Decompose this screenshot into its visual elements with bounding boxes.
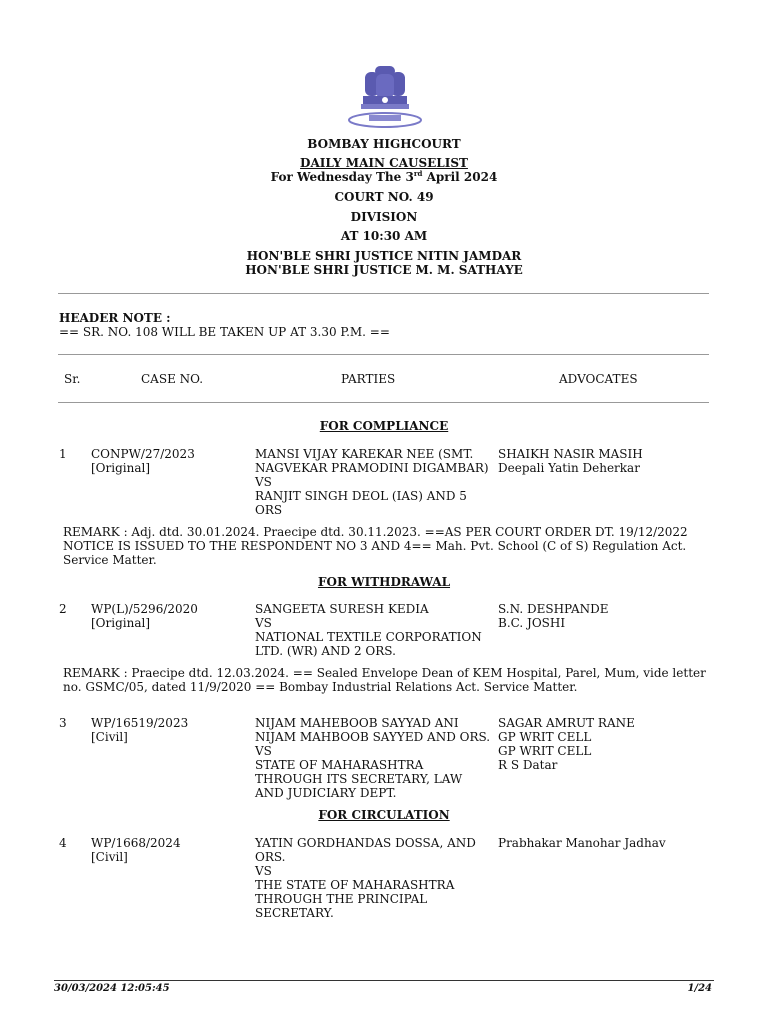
case-sr: 3: [59, 716, 67, 730]
divider: [58, 354, 709, 355]
case-number: WP/16519/2023 [Civil]: [91, 716, 189, 744]
judge-name: HON'BLE SHRI JUSTICE M. M. SATHAYE: [245, 263, 523, 277]
case-parties: SANGEETA SURESH KEDIA VS NATIONAL TEXTILE CORPORATION LTD. (WR) AND 2 ORS.: [255, 602, 482, 658]
case-number: CONPW/27/2023 [Original]: [91, 447, 195, 475]
footer-divider: [54, 980, 714, 981]
case-sr: 1: [59, 447, 67, 461]
section-heading-compliance: FOR COMPLIANCE: [319, 419, 449, 433]
case-advocates: SHAIKH NASIR MASIH Deepali Yatin Deherkar: [498, 447, 643, 475]
case-parties: MANSI VIJAY KAREKAR NEE (SMT. NAGVEKAR PRAMODINI DIGAMBAR) VS RANJIT SINGH DEOL (IAS) AND 5 ORS: [255, 447, 489, 517]
case-remark: REMARK : Praecipe dtd. 12.03.2024. == Sealed Envelope Dean of KEM Hospital, Parel, Mum, vide letter no. GSMC/05, dated 11/9/2020 == Bombay Industrial Relations Act. Service Matter.: [63, 666, 706, 694]
divider: [58, 402, 709, 403]
case-remark: REMARK : Adj. dtd. 30.01.2024. Praecipe dtd. 30.11.2023. ==AS PER COURT ORDER DT. 19/12/2022 NOTICE IS ISSUED TO THE RESPONDENT NO 3 AND 4== Mah. Pvt. School (C of S) Regulation Act. Service Matter.: [63, 525, 688, 567]
court-number: COURT NO. 49: [334, 190, 434, 204]
case-advocates: S.N. DESHPANDE B.C. JOSHI: [498, 602, 609, 630]
page-number: 1/24: [687, 983, 712, 994]
case-parties: NIJAM MAHEBOOB SAYYAD ANI NIJAM MAHBOOB SAYYED AND ORS. VS STATE OF MAHARASHTRA THROUGH ITS SECRETARY, LAW AND JUDICIARY DEPT.: [255, 716, 491, 800]
court-name: BOMBAY HIGHCOURT: [307, 137, 461, 151]
divider: [58, 293, 709, 294]
case-number: WP(L)/5296/2020 [Original]: [91, 602, 198, 630]
case-advocates: SAGAR AMRUT RANE GP WRIT CELL GP WRIT CELL R S Datar: [498, 716, 635, 772]
header-note-label: HEADER NOTE :: [59, 311, 171, 325]
bench-type: DIVISION: [350, 210, 418, 224]
case-number: WP/1668/2024 [Civil]: [91, 836, 181, 864]
case-parties: YATIN GORDHANDAS DOSSA, AND ORS. VS THE STATE OF MAHARASHTRA THROUGH THE PRINCIPAL SECRETARY.: [255, 836, 476, 920]
judge-name: HON'BLE SHRI JUSTICE NITIN JAMDAR: [246, 249, 522, 263]
column-header-parties: PARTIES: [341, 372, 396, 386]
column-header-case: CASE NO.: [141, 372, 204, 386]
section-heading-withdrawal: FOR WITHDRAWAL: [317, 575, 451, 589]
list-title: DAILY MAIN CAUSELIST: [300, 156, 468, 170]
national-emblem-icon: [345, 60, 425, 130]
footer-timestamp: 30/03/2024 12:05:45: [54, 983, 170, 994]
case-sr: 2: [59, 602, 67, 616]
case-advocates: Prabhakar Manohar Jadhav: [498, 836, 666, 850]
header-note-text: == SR. NO. 108 WILL BE TAKEN UP AT 3.30 P.M. ==: [59, 325, 390, 339]
case-sr: 4: [59, 836, 67, 850]
column-header-advocates: ADVOCATES: [559, 372, 638, 386]
hearing-time: AT 10:30 AM: [340, 229, 428, 243]
list-date: For Wednesday The 3rd April 2024: [270, 169, 498, 184]
section-heading-circulation: FOR CIRCULATION: [318, 808, 450, 822]
column-header-sr: Sr.: [64, 372, 81, 386]
